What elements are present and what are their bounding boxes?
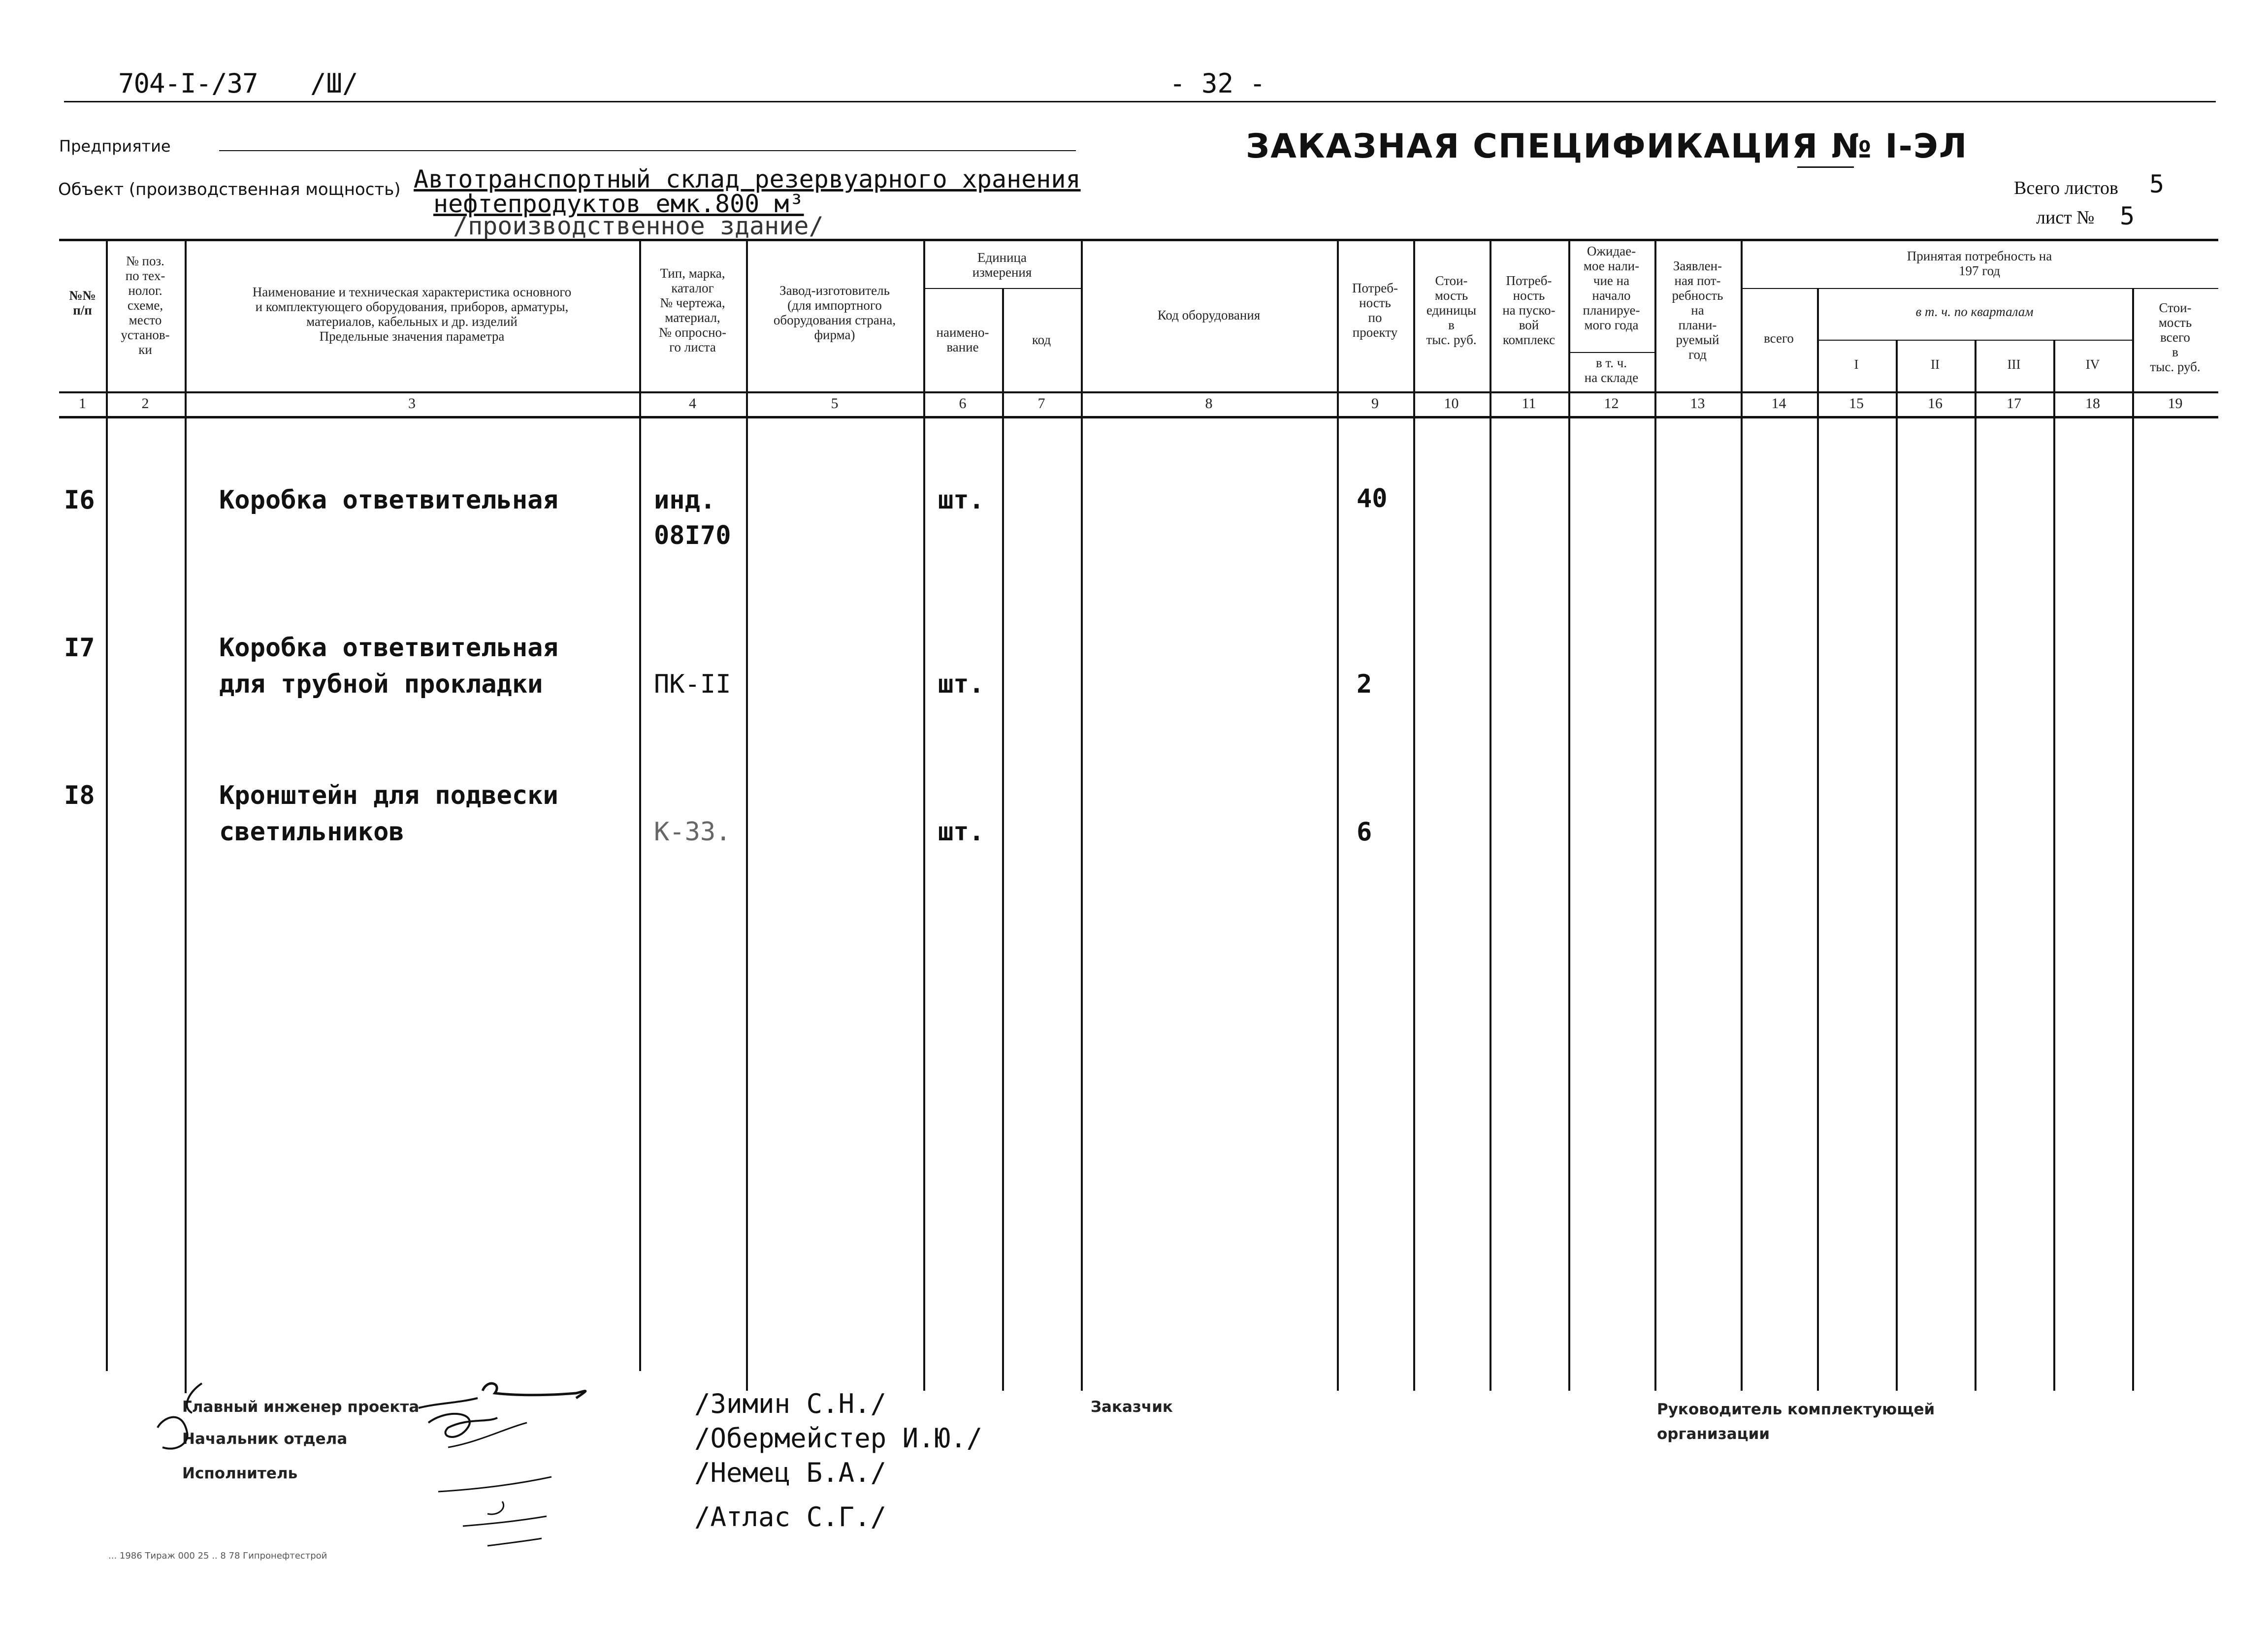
- column-number: 6: [959, 395, 967, 412]
- table-top-rule: [59, 239, 2218, 241]
- object-name-line1: Автотранспортный склад резервуарного хранения: [414, 165, 1081, 193]
- header-expected-stock: Ожидае- мое нали- чие на начало планируе- мого года: [1583, 244, 1640, 332]
- header-equipment-code: Код оборудования: [1157, 308, 1261, 322]
- customer-label: Заказчик: [1091, 1398, 1173, 1416]
- header-manufacturer: Завод-изготовитель (для импортного оборудования страна, фирма): [773, 283, 896, 342]
- item-quantity: 6: [1357, 817, 1372, 847]
- item-name: Кронштейн для подвески: [219, 781, 558, 810]
- row-number: I8: [64, 781, 95, 810]
- header-warehouse: в т. ч. на складе: [1584, 355, 1639, 385]
- sheet-number-label: лист №: [2036, 207, 2095, 228]
- column-number: 5: [831, 395, 839, 412]
- signature-marks: [143, 1373, 684, 1561]
- spec-title: ЗАКАЗНАЯ СПЕЦИФИКАЦИЯ № I-ЭЛ: [1246, 127, 1968, 166]
- supplier-head-label-line2: организации: [1657, 1425, 1770, 1443]
- object-name-line3: /производственное здание/: [453, 212, 824, 240]
- item-type-code: 08I70: [654, 521, 731, 550]
- column-number: 15: [1849, 395, 1864, 412]
- column-number: 17: [2007, 395, 2021, 412]
- header-subrule-accepted: [1741, 288, 2218, 289]
- item-name: Коробка ответвительная: [219, 633, 558, 663]
- item-name-line2: для трубной прокладки: [219, 670, 543, 699]
- row-number: I7: [64, 633, 95, 663]
- column-number: 18: [2085, 395, 2100, 412]
- item-unit: шт.: [938, 817, 984, 847]
- header-unit-group: Единица измерения: [972, 250, 1032, 280]
- header-unit-code: код: [1032, 332, 1051, 347]
- header-unit-cost: Стои- мость единицы в тыс. руб.: [1426, 273, 1477, 347]
- extra-signatory-name: /Атлас С.Г./: [694, 1501, 887, 1532]
- column-number: 4: [689, 395, 696, 412]
- album-number: /Ш/: [310, 68, 358, 99]
- item-type-code: К-33.: [654, 817, 731, 847]
- page-number: - 32 -: [1169, 68, 1266, 99]
- column-number: 14: [1771, 395, 1786, 412]
- header-quarter-4: IV: [2085, 357, 2100, 372]
- col-divider-16: [1975, 340, 1976, 1391]
- header-demand-project: Потреб- ность по проекту: [1352, 281, 1398, 340]
- print-note: ... 1986 Тираж 000 25 .. 8 78 Гипронефтестрой: [108, 1551, 327, 1561]
- column-number: 11: [1522, 395, 1536, 412]
- document-code: 704-I-/37: [118, 68, 258, 99]
- header-declared-demand: Заявлен- ная пот- ребность на плани- руемый год: [1672, 258, 1723, 362]
- chief-engineer-name: /Зимин С.Н./: [694, 1388, 887, 1419]
- top-rule: [64, 101, 2216, 102]
- column-number: 16: [1928, 395, 1943, 412]
- column-number-bottom-rule: [59, 416, 2218, 418]
- total-sheets-label: Всего листов: [2014, 178, 2118, 198]
- dept-head-label: Начальник отдела: [182, 1430, 348, 1448]
- column-number: 3: [408, 395, 416, 412]
- column-number: 10: [1444, 395, 1459, 412]
- item-unit: шт.: [938, 670, 984, 699]
- chief-engineer-label: Главный инженер проекта: [182, 1398, 420, 1416]
- item-name-line2: светильников: [219, 817, 404, 847]
- header-unit-name: наимено- вание: [936, 325, 989, 354]
- column-number-top-rule: [59, 391, 2218, 393]
- header-name: Наименование и техническая характеристика основного и комплектующего оборудования, приборов, арматуры, материалов, кабельных и др. изделий Предельные значения параметра: [252, 285, 572, 344]
- column-number: 2: [141, 395, 149, 412]
- column-number: 12: [1604, 395, 1619, 412]
- col-divider-14: [1817, 288, 1819, 1391]
- object-name-line2: нефтепродуктов емк.800 м³: [433, 190, 804, 218]
- column-number: 8: [1205, 395, 1213, 412]
- col-divider-15: [1896, 340, 1898, 1391]
- object-label: Объект (производственная мощность): [58, 180, 401, 199]
- item-quantity: 40: [1357, 484, 1388, 513]
- enterprise-underline: [219, 150, 1076, 151]
- dept-head-name: /Обермейстер И.Ю./: [694, 1423, 983, 1454]
- spec-number-underline: [1797, 166, 1854, 168]
- column-number: 9: [1371, 395, 1379, 412]
- item-unit: шт.: [938, 485, 984, 515]
- executor-name: /Немец Б.А./: [694, 1457, 887, 1488]
- header-row-number: №№ п/п: [69, 288, 96, 318]
- item-name: Коробка ответвительная: [219, 485, 558, 515]
- header-quarter-2: II: [1931, 357, 1940, 372]
- header-position: № поз. по тех- нолог. схеме, место установ- ки: [121, 254, 170, 357]
- enterprise-label: Предприятие: [59, 137, 171, 156]
- header-total-cost: Стои- мость всего в тыс. руб.: [2150, 300, 2201, 374]
- col-divider-18: [2132, 288, 2134, 1391]
- column-number: 1: [79, 395, 86, 412]
- header-quarter-1: I: [1854, 357, 1859, 372]
- header-accepted-total: всего: [1764, 331, 1794, 346]
- item-type: инд.: [654, 485, 716, 515]
- supplier-head-label: Руководитель комплектующей: [1657, 1401, 1935, 1418]
- col-divider-17: [2053, 340, 2055, 1391]
- column-number: 19: [2168, 395, 2183, 412]
- header-subrule-warehouse: [1568, 352, 1654, 353]
- header-quarter-3: III: [2007, 357, 2021, 372]
- item-quantity: 2: [1357, 670, 1372, 699]
- item-type-code: ПК-II: [654, 670, 731, 699]
- column-number: 7: [1037, 395, 1045, 412]
- header-accepted-group: Принятая потребность на 197 год: [1907, 249, 2052, 278]
- column-number: 13: [1690, 395, 1705, 412]
- header-launch-demand: Потреб- ность на пуско- вой комплекс: [1502, 273, 1555, 347]
- col-divider-6: [1002, 288, 1004, 1391]
- total-sheets-value: 5: [2149, 170, 2165, 198]
- header-type: Тип, марка, каталог № чертежа, материал, № опросно- го листа: [658, 266, 727, 354]
- row-number: I6: [64, 485, 95, 515]
- header-quarters-group: в т. ч. по кварталам: [1915, 304, 2034, 319]
- executor-label: Исполнитель: [182, 1465, 298, 1482]
- sheet-number-value: 5: [2120, 202, 2135, 230]
